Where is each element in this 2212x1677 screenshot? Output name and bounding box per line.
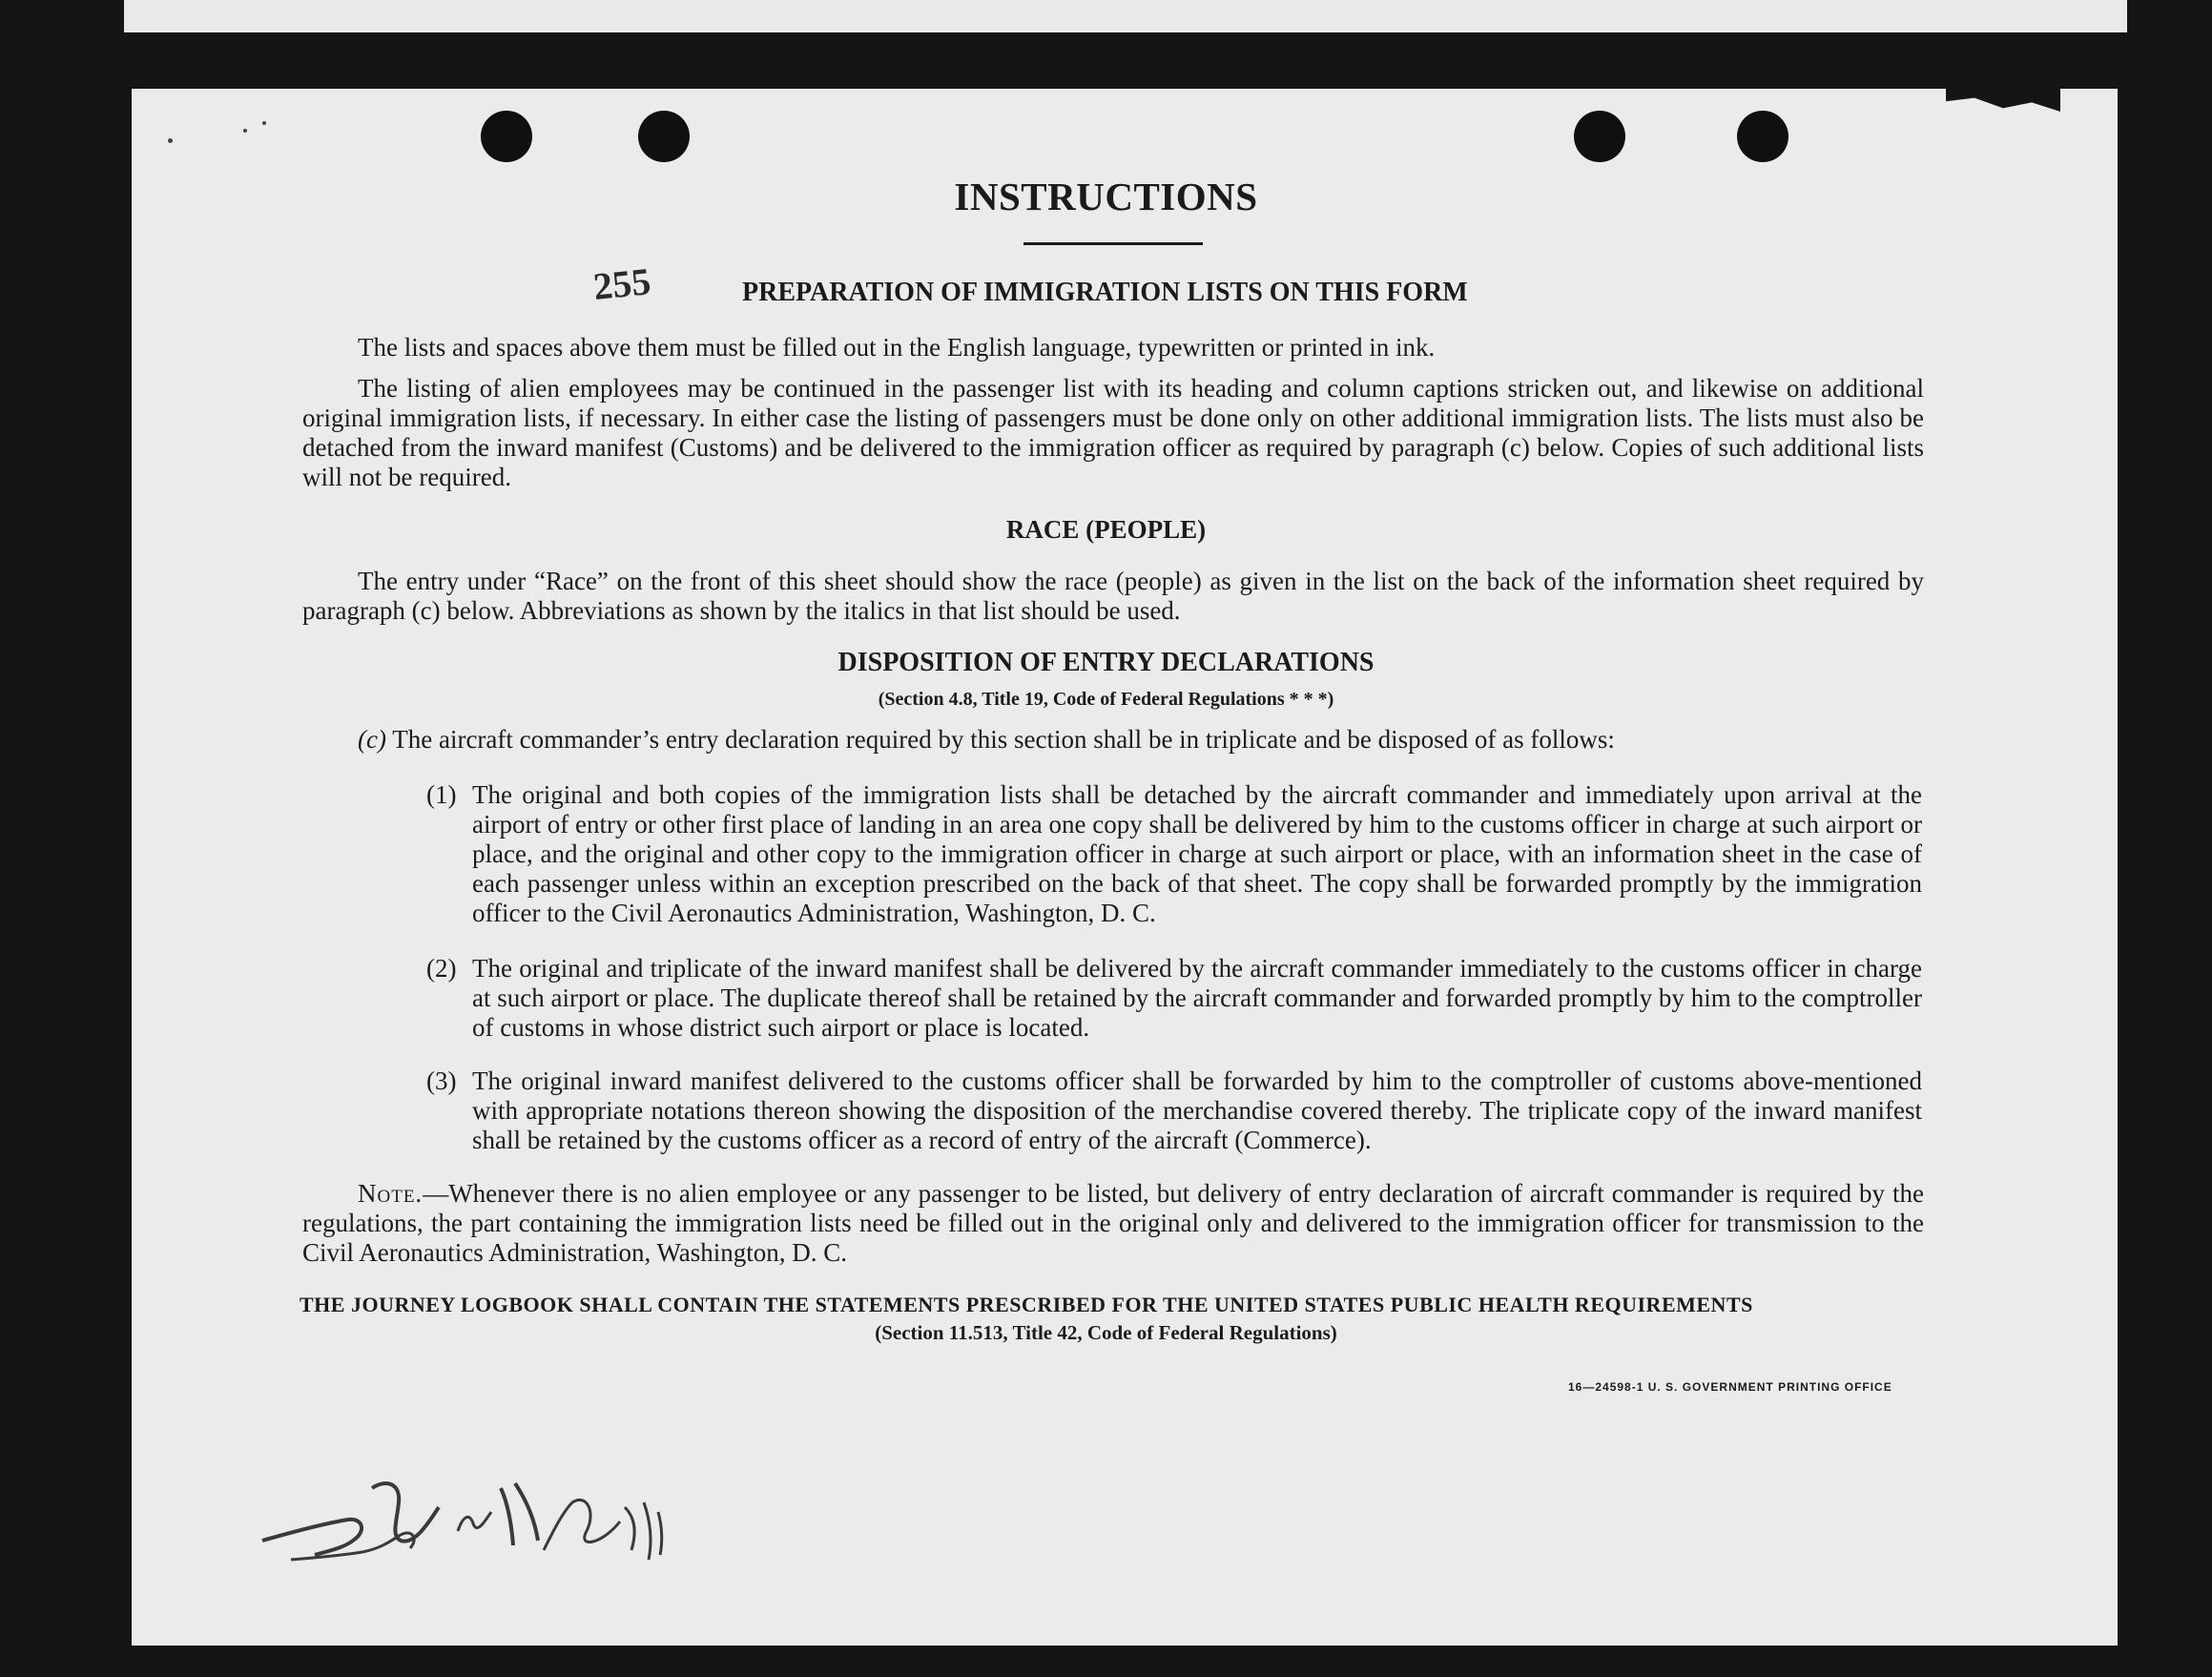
- intro-text: The aircraft commander’s entry declaration required by this section shall be in triplicate and be disposed of as follows:: [392, 725, 1615, 754]
- punch-hole: [638, 111, 690, 162]
- handwritten-signature: [258, 1464, 668, 1588]
- speck: [168, 138, 173, 143]
- race-paragraph: The entry under “Race” on the front of this sheet should show the race (people) as given in the list on the back of the information sheet required by paragraph (c) below. Abbreviations as shown by the italics in that list should be used.: [302, 567, 1924, 625]
- note-paragraph: [302, 1179, 1924, 1268]
- note-lead: Note.: [358, 1179, 424, 1208]
- race-heading: RACE (PEOPLE): [1005, 515, 1207, 544]
- speck: [243, 129, 247, 133]
- top-paper-strip: [124, 0, 2127, 32]
- list-item-number: (2): [426, 954, 457, 983]
- page-title: INSTRUCTIONS: [954, 175, 1258, 218]
- journey-logbook-statement: THE JOURNEY LOGBOOK SHALL CONTAIN THE STATEMENTS PRESCRIBED FOR THE UNITED STATES PUBLIC HEALTH REQUIREMENTS: [300, 1293, 1753, 1316]
- list-item-text: The original inward manifest delivered to the customs officer shall be forwarded by him to the comptroller of customs above-mentioned with appropriate notations thereon showing the disposition of the merchandise covered thereby. The triplicate copy of the inward manifest shall be retained by the customs officer as a record of entry of the aircraft (Commerce).: [472, 1066, 1922, 1154]
- disposition-subheading: (Section 4.8, Title 19, Code of Federal Regulations * * *): [878, 689, 1334, 710]
- list-item: [426, 954, 1922, 1043]
- punch-hole: [1574, 111, 1625, 162]
- punch-hole: [481, 111, 532, 162]
- printing-office-code: 16—24598-1 U. S. GOVERNMENT PRINTING OFFICE: [1568, 1380, 1892, 1394]
- list-item-text: The original and triplicate of the inward manifest shall be delivered by the aircraft commander immediately to the customs officer in charge at such airport or place. The duplicate thereof shall be retained by the aircraft commander and forwarded promptly by him to the comptroller of customs in whose district such airport or place is located.: [472, 954, 1922, 1042]
- list-item: [426, 780, 1922, 928]
- preparation-paragraph-2: The listing of alien employees may be continued in the passenger list with its heading and column captions stricken out, and likewise on additional original immigration lists, if necessary. In either case the listing of passengers must be done only on other additional immigration lists. The lists must also be detached from the inward manifest (Customs) and be delivered to the immigration officer as required by paragraph (c) below. Copies of such additional lists will not be required.: [302, 374, 1924, 491]
- list-item-text: The original and both copies of the immigration lists shall be detached by the aircraft commander and immediately upon arrival at the airport of entry or other first place of landing in an area one copy shall be delivered by him to the customs officer in charge at such airport or place, and the original and other copy to the immigration officer in charge at such airport or place, with an information sheet in the case of each passenger unless within an exception prescribed on the back of that sheet. The copy shall be forwarded promptly by the immigration officer to the Civil Aeronautics Administration, Washington, D. C.: [472, 780, 1922, 927]
- preparation-paragraph-1: The lists and spaces above them must be filled out in the English language, typewritten or printed in ink.: [358, 333, 1436, 362]
- list-item-number: (1): [426, 780, 457, 809]
- intro-label: (c): [358, 725, 386, 754]
- journey-logbook-reference: (Section 11.513, Title 42, Code of Federal Regulations): [875, 1321, 1337, 1344]
- punch-hole: [1737, 111, 1788, 162]
- title-underline: [1023, 242, 1203, 245]
- disposition-intro: [358, 725, 1924, 755]
- list-item: [426, 1066, 1922, 1155]
- handwritten-mark: 255: [590, 259, 653, 309]
- disposition-heading: DISPOSITION OF ENTRY DECLARATIONS: [837, 648, 1375, 677]
- list-item-number: (3): [426, 1066, 457, 1095]
- preparation-heading: PREPARATION OF IMMIGRATION LISTS ON THIS FORM: [742, 278, 1468, 307]
- speck: [262, 121, 266, 125]
- note-text: —Whenever there is no alien employee or any passenger to be listed, but delivery of entry declaration of aircraft commander is required by the regulations, the part containing the immigration lists need be filled out in the original only and delivered to the immigration officer for transmission to the Civil Aeronautics Administration, Washington, D. C.: [302, 1179, 1924, 1267]
